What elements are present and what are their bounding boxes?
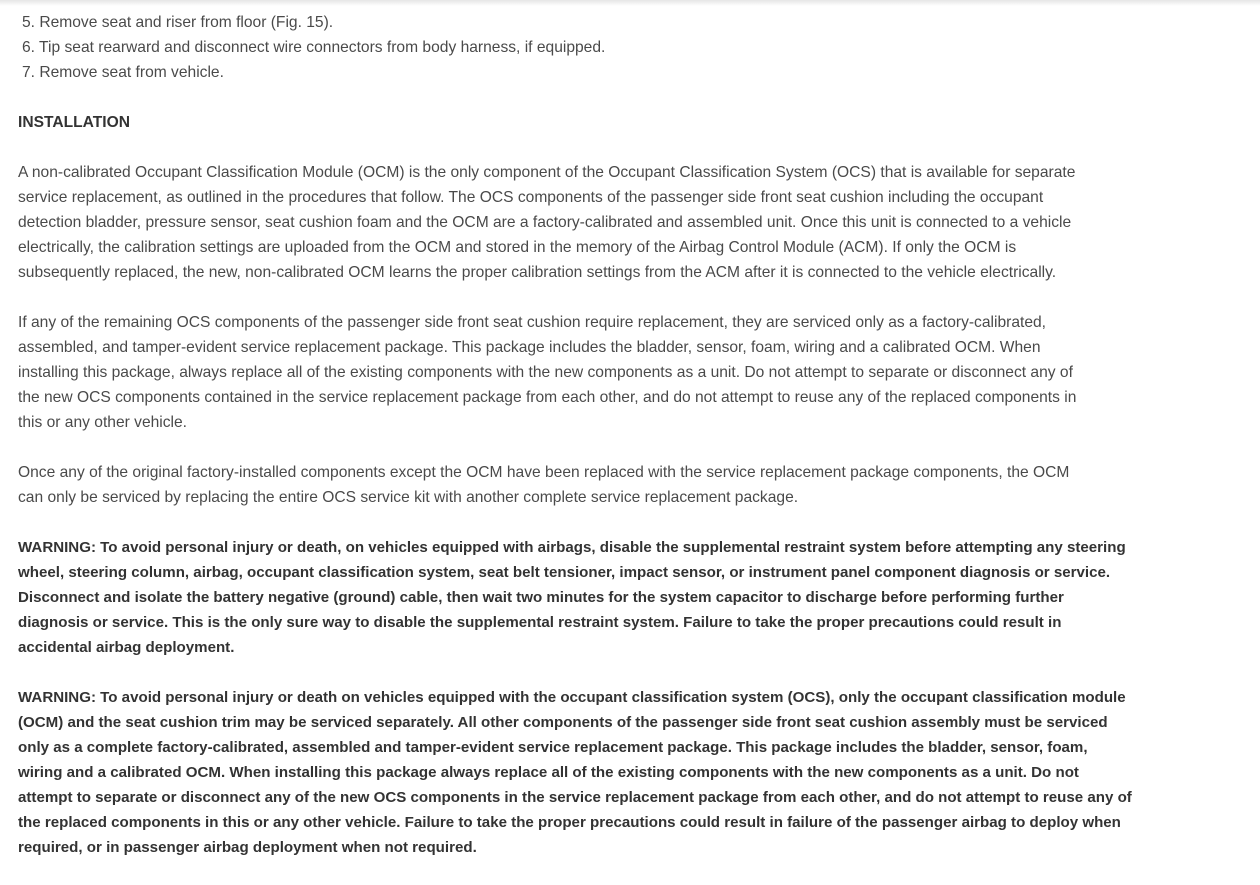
text-line: attempt to separate or disconnect any of the new OCS components in the service replacement package from each other, and do not attempt to reuse any of [18, 789, 1132, 806]
text-line: WARNING: To avoid personal injury or death, on vehicles equipped with airbags, disable the supplemental restraint system before attempting any steering [18, 539, 1126, 556]
paragraph [18, 460, 1253, 510]
text-line: this or any other vehicle. [18, 414, 188, 431]
top-shadow [0, 0, 1260, 6]
text-line: A non-calibrated Occupant Classification Module (OCM) is the only component of the Occupant Classification System (OCS) that is available for separate [18, 164, 1076, 181]
text-line: only as a complete factory-calibrated, assembled and tamper-evident service replacement package. This package includes the bladder, sensor, foam, [18, 739, 1088, 756]
text-line: diagnosis or service. This is the only sure way to disable the supplemental restraint system. Failure to take the proper precautions could result in [18, 614, 1062, 631]
text-line: wheel, steering column, airbag, occupant classification system, seat belt tensioner, impact sensor, or instrument panel component diagnosis or service. [18, 564, 1111, 581]
text-line: can only be serviced by replacing the entire OCS service kit with another complete service replacement package. [18, 489, 799, 506]
text-line: If any of the remaining OCS components of the passenger side front seat cushion require replacement, they are serviced only as a factory-calibrated, [18, 314, 1046, 331]
paragraph [18, 310, 1253, 435]
step-item: 7. Remove seat from vehicle. [22, 64, 224, 81]
text-line: the replaced components in this or any other vehicle. Failure to take the proper precautions could result in failure of the passenger airbag to deploy when [18, 814, 1121, 831]
text-line: accidental airbag deployment. [18, 639, 235, 656]
document-content [18, 10, 1253, 885]
text-line: WARNING: To avoid personal injury or death on vehicles equipped with the occupant classification system (OCS), only the occupant classification module [18, 689, 1126, 706]
warning-paragraph [18, 535, 1253, 660]
text-line: electrically, the calibration settings are uploaded from the OCM and stored in the memory of the Airbag Control Module (ACM). If only the OCM is [18, 239, 1017, 256]
text-line: Disconnect and isolate the battery negative (ground) cable, then wait two minutes for the system capacitor to discharge before performing further [18, 589, 1064, 606]
text-line: required, or in passenger airbag deployment when not required. [18, 839, 477, 856]
text-line: (OCM) and the seat cushion trim may be serviced separately. All other components of the passenger side front seat cushion assembly must be serviced [18, 714, 1108, 731]
step-item: 5. Remove seat and riser from floor (Fig. 15). [22, 14, 334, 31]
text-line: service replacement, as outlined in the procedures that follow. The OCS components of the passenger side front seat cushion including the occupant [18, 189, 1044, 206]
removal-steps [18, 10, 1253, 85]
paragraph [18, 160, 1253, 285]
text-line: the new OCS components contained in the service replacement package from each other, and do not attempt to reuse any of the replaced components in [18, 389, 1077, 406]
text-line: assembled, and tamper-evident service replacement package. This package includes the bladder, sensor, foam, wiring and a calibrated OCM. When [18, 339, 1041, 356]
text-line: wiring and a calibrated OCM. When installing this package always replace all of the existing components with the new components as a unit. Do not [18, 764, 1079, 781]
text-line: Once any of the original factory-installed components except the OCM have been replaced with the service replacement package components, the OCM [18, 464, 1070, 481]
text-line: installing this package, always replace all of the existing components with the new components as a unit. Do not attempt to separate or disconnect any of [18, 364, 1073, 381]
text-line: detection bladder, pressure sensor, seat cushion foam and the OCM are a factory-calibrated and assembled unit. Once this unit is connected to a vehicle [18, 214, 1072, 231]
section-heading: INSTALLATION [18, 114, 131, 131]
text-line: subsequently replaced, the new, non-calibrated OCM learns the proper calibration settings from the ACM after it is connected to the vehicle electrically. [18, 264, 1057, 281]
step-item: 6. Tip seat rearward and disconnect wire connectors from body harness, if equipped. [22, 39, 606, 56]
warning-paragraph [18, 685, 1253, 860]
